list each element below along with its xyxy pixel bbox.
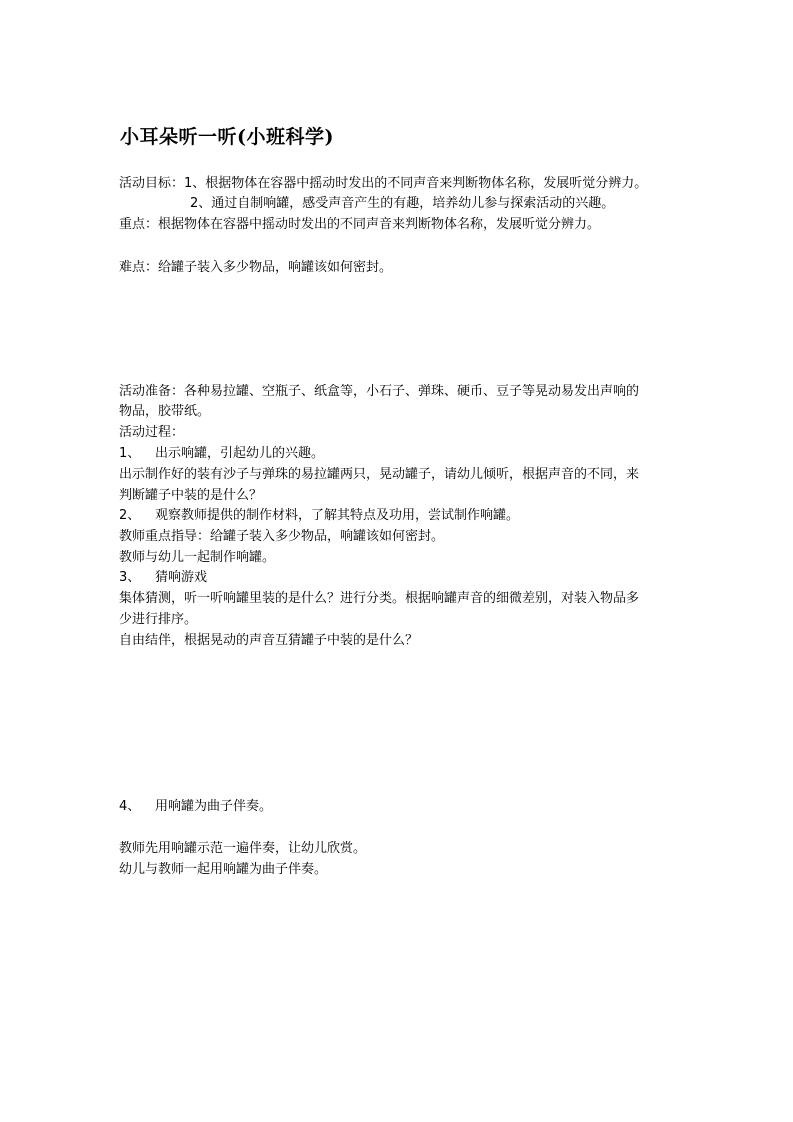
step-1-heading	[119, 444, 324, 464]
step-3-line-2: 少进行排序。	[119, 612, 198, 627]
step-1-line-1: 出示制作好的装有沙子与弹珠的易拉罐两只，晃动罐子，请幼儿倾听，根据声音的不同，来	[119, 467, 640, 482]
key-point: 重点：根据物体在容器中摇动时发出的不同声音来判断物体名称，发展听觉分辨力。	[119, 217, 601, 232]
step-1-number: 1、	[119, 446, 141, 461]
difficulty: 难点：给罐子装入多少物品，响罐该如何密封。	[119, 260, 393, 275]
step-3-heading	[119, 568, 207, 588]
objectives-line-2: 2、通过自制响罐，感受声音产生的有趣，培养幼儿参与探索活动的兴趣。	[190, 196, 615, 211]
objectives-line-1: 活动目标：1、根据物体在容器中摇动时发出的不同声音来判断物体名称，发展听觉分辨力。	[119, 176, 648, 191]
process-label: 活动过程：	[119, 425, 185, 440]
preparation-line-2: 物品，胶带纸。	[119, 404, 211, 419]
step-2-line-1: 教师重点指导：给罐子装入多少物品，响罐该如何密封。	[119, 529, 445, 544]
step-2-number: 2、	[119, 508, 141, 523]
step-2-heading	[119, 506, 519, 526]
step-4-heading	[119, 797, 272, 817]
step-2-line-2: 教师与幼儿一起制作响罐。	[119, 550, 276, 565]
step-1-line-2: 判断罐子中装的是什么？	[119, 488, 263, 503]
step-3-line-1: 集体猜测，听一听响罐里装的是什么？进行分类。根据响罐声音的细微差别，对装入物品多	[119, 591, 640, 606]
step-4-title: 用响罐为曲子伴奏。	[155, 799, 273, 814]
step-3-number: 3、	[119, 570, 141, 585]
step-3-title: 猜响游戏	[155, 570, 208, 585]
step-3-line-3: 自由结伴，根据晃动的声音互猜罐子中装的是什么？	[119, 633, 419, 648]
step-4-line-2: 幼儿与教师一起用响罐为曲子伴奏。	[119, 862, 328, 877]
step-4-line-1: 教师先用响罐示范一遍伴奏，让幼儿欣赏。	[119, 841, 367, 856]
step-1-title: 出示响罐，引起幼儿的兴趣。	[155, 446, 325, 461]
step-2-title: 观察教师提供的制作材料，了解其特点及功用，尝试制作响罐。	[155, 508, 520, 523]
preparation-line-1: 活动准备：各种易拉罐、空瓶子、纸盒等，小石子、弹珠、硬币、豆子等晃动易发出声响的	[119, 384, 640, 399]
step-4-number: 4、	[119, 799, 141, 814]
document-title: 小耳朵听一听(小班科学)	[120, 126, 334, 148]
